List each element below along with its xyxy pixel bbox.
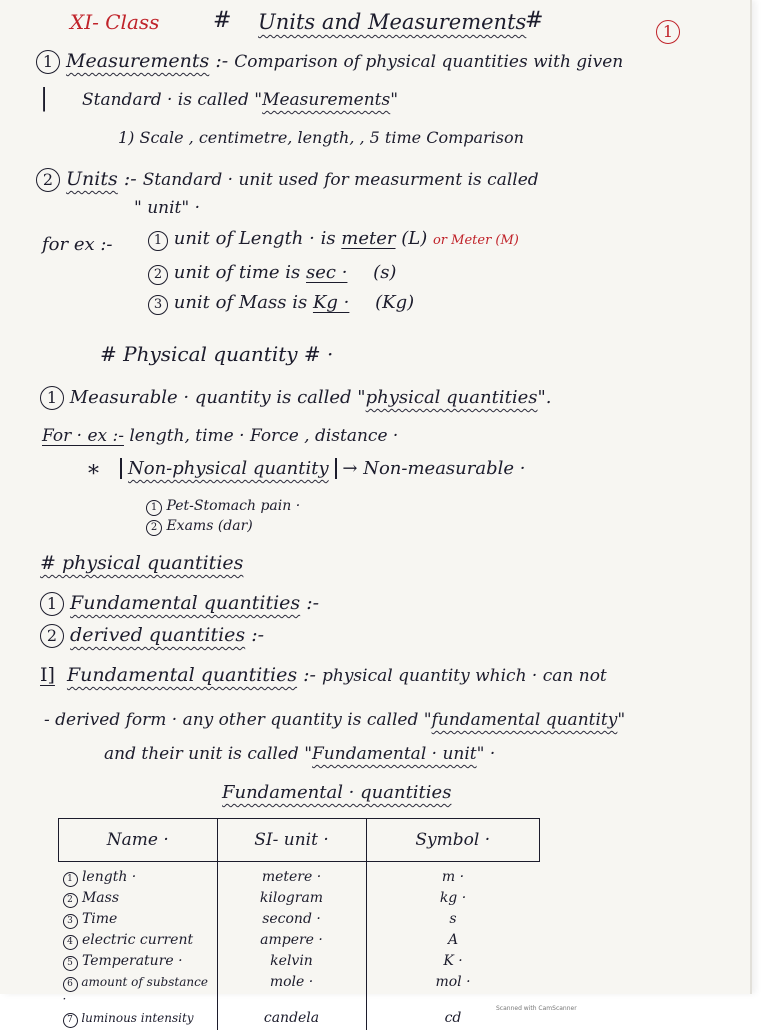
scanner-watermark: Scanned with CamScanner	[496, 1005, 577, 1012]
units-example-2: 2 unit of time is sec · (s)	[148, 262, 396, 285]
class-label: XI- Class	[70, 10, 160, 34]
table-row: 6 amount of substance · mole · mol ·	[59, 973, 540, 1009]
table-header-row	[59, 819, 540, 862]
units-term: Units	[66, 168, 118, 190]
units-for-ex: for ex :-	[42, 234, 113, 255]
fundamental-definition-line2: - derived form · any other quantity is called "fundamental quantity"	[44, 710, 626, 730]
table-caption: Fundamental · quantities	[222, 782, 452, 803]
type-item-derived: 2 derived quantities :-	[40, 624, 264, 648]
column-header-si-unit: SI- unit ·	[217, 819, 366, 862]
number-circle: 1	[36, 50, 60, 74]
non-physical-quantity: Non-physical quantity → Non-measurable ·	[120, 458, 525, 479]
table-row: 4 electric current ampere · A	[59, 931, 540, 952]
measurements-definition: Comparison of physical quantities with given	[234, 52, 624, 72]
measurements-definition-line2: Standard · is called "Measurements"	[82, 90, 399, 110]
measurements-heading	[36, 50, 623, 74]
table-row: 3 Time second · s	[59, 910, 540, 931]
title-hash-right: #	[525, 8, 544, 33]
table-row: 5 Temperature · kelvin K ·	[59, 952, 540, 973]
non-physical-example-1: 1 Pet-Stomach pain ·	[146, 498, 300, 516]
type-item-fundamental: 1 Fundamental quantities :-	[40, 592, 319, 616]
measurements-term: Measurements	[66, 50, 210, 72]
number-circle: 2	[36, 168, 60, 192]
fundamental-definition-line3: and their unit is called "Fundamental · unit" ·	[104, 744, 496, 764]
fundamental-definition: I] Fundamental quantities :- physical quantity which · can not	[40, 664, 607, 686]
units-example-1: 1 unit of Length · is meter (L) or Meter (M)	[148, 228, 519, 251]
column-header-symbol: Symbol ·	[366, 819, 540, 862]
types-heading: # physical quantities	[40, 552, 244, 574]
star-bullet: *	[88, 462, 99, 487]
units-heading: 2 Units :- Standard · unit used for measurment is called	[36, 168, 539, 192]
title-hash-left: #	[213, 8, 232, 33]
table-row: 7 luminous intensity candela cd	[59, 1009, 540, 1030]
physical-quantity-heading: # Physical quantity # ·	[100, 342, 334, 366]
units-definition-line2: " unit" ·	[134, 198, 201, 218]
page-number-badge: 1	[656, 20, 680, 44]
units-definition: Standard · unit used for measurment is called	[142, 170, 539, 190]
physical-quantity-examples: For · ex :- length, time · Force , distance ·	[42, 426, 399, 446]
measurements-examples: 1) Scale , centimetre, length, , 5 time Comparison	[118, 128, 524, 147]
column-header-name: Name ·	[59, 819, 218, 862]
non-physical-example-2: 2 Exams (dar)	[146, 518, 253, 536]
table-row: 2 Mass kilogram kg ·	[59, 889, 540, 910]
separator: :-	[215, 50, 229, 72]
units-example-3: 3 unit of Mass is Kg · (Kg)	[148, 292, 414, 315]
physical-quantity-definition: 1 Measurable · quantity is called "physical quantities".	[40, 386, 552, 410]
table-row: 1 length · metere · m ·	[59, 862, 540, 890]
page-title: Units and Measurements	[258, 10, 527, 34]
fundamental-quantities-table	[58, 818, 540, 1030]
margin-bar: |	[40, 84, 49, 112]
